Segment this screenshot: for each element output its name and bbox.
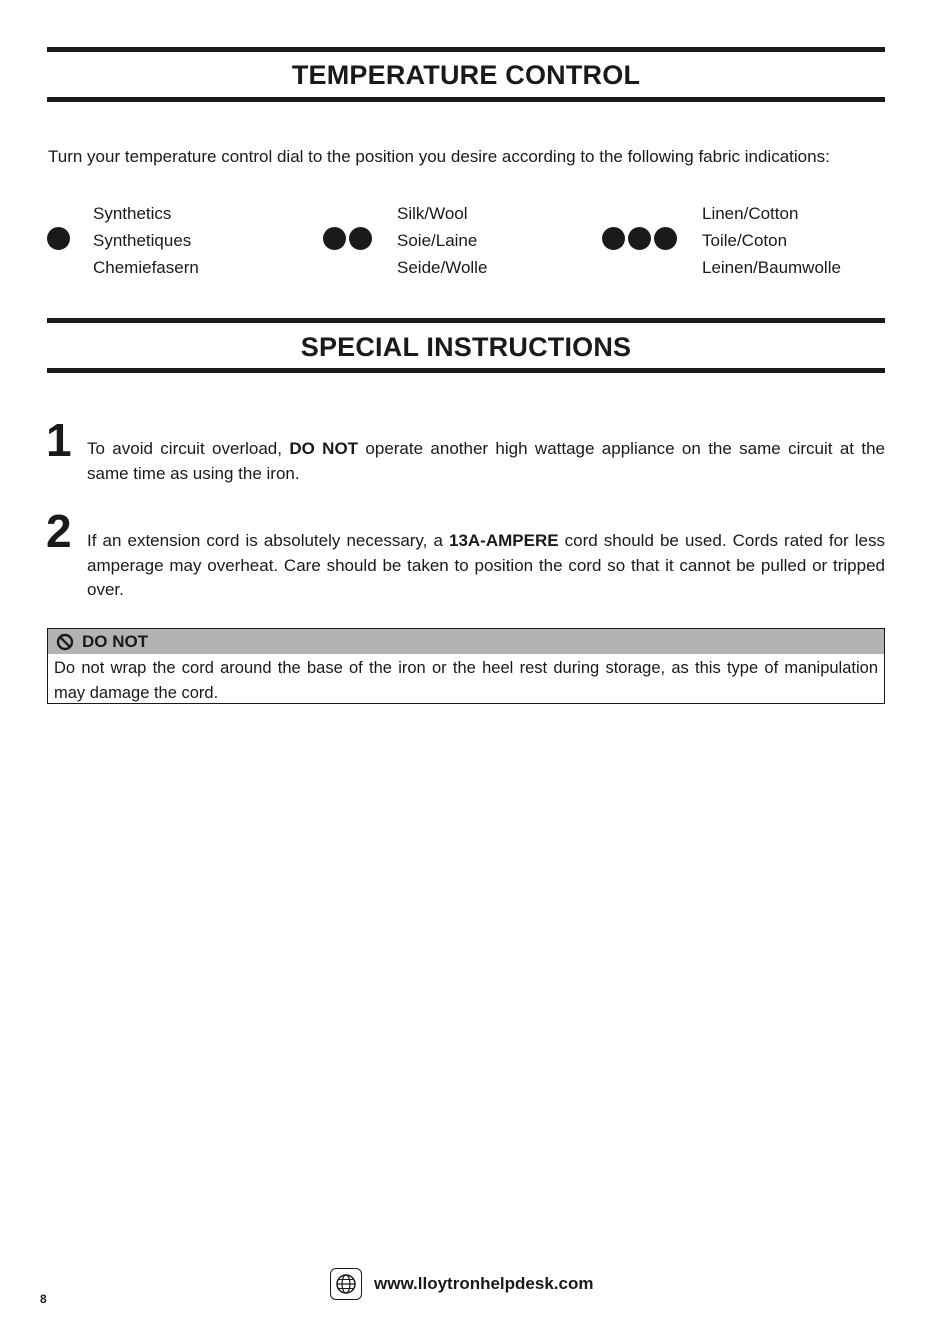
intro-text: Turn your temperature control dial to the position you desire according to the following fabric indications: (48, 147, 830, 166)
section-rule (47, 318, 885, 323)
fabric-label: Chemiefasern (93, 258, 199, 277)
fabric-label: Silk/Wool (397, 204, 468, 223)
step-text-part: If an extension cord is absolutely necessary, a (87, 531, 449, 550)
section-title-special-instructions: SPECIAL INSTRUCTIONS (300, 332, 632, 362)
do-not-warning-box (47, 628, 885, 704)
fabric-setting-2 (397, 200, 487, 281)
fabric-label: Leinen/Baumwolle (702, 258, 841, 277)
step-text-1 (87, 437, 885, 486)
step-emphasis: DO NOT (289, 439, 359, 458)
fabric-label: Seide/Wolle (397, 258, 488, 277)
fabric-label: Synthetiques (93, 231, 192, 250)
warning-header (48, 629, 884, 654)
fabric-setting-3 (702, 200, 841, 281)
step-number-1: 1 (46, 414, 72, 466)
step-number-2: 2 (46, 505, 72, 557)
fabric-label: Synthetics (93, 204, 172, 223)
title-underline-rule (47, 368, 885, 373)
footer (330, 1268, 593, 1300)
two-dot-icon (323, 227, 372, 250)
title-underline-rule (47, 97, 885, 102)
section-title-temperature-control: TEMPERATURE CONTROL (291, 60, 641, 90)
prohibited-icon (56, 633, 74, 651)
one-dot-icon (47, 227, 70, 250)
helpdesk-url-link[interactable]: www.lloytronhelpdesk.com (374, 1274, 594, 1293)
step-emphasis: 13A-AMPERE (449, 531, 559, 550)
warning-text: Do not wrap the cord around the base of the iron or the heel rest during storage, as this type of manipulation may damage the cord. (54, 659, 878, 702)
step-text-part: operate another high wattage appliance on the same circuit at the same time as using the iron. (87, 439, 885, 483)
page-number: 8 (40, 1292, 47, 1306)
step-text-part: cord should be used. Cords rated for less amperage may overheat. Care should be taken to position the cord so that it cannot be pulled or tripped over. (87, 531, 885, 599)
fabric-setting-1 (93, 200, 199, 281)
three-dot-icon (602, 227, 677, 250)
fabric-label: Toile/Coton (702, 231, 788, 250)
globe-icon (330, 1268, 362, 1300)
top-rule (47, 47, 885, 52)
step-text-2 (87, 529, 885, 603)
fabric-label: Soie/Laine (397, 231, 478, 250)
warning-heading: DO NOT (82, 631, 149, 651)
fabric-label: Linen/Cotton (702, 204, 799, 223)
step-text-part: To avoid circuit overload, (87, 439, 290, 458)
